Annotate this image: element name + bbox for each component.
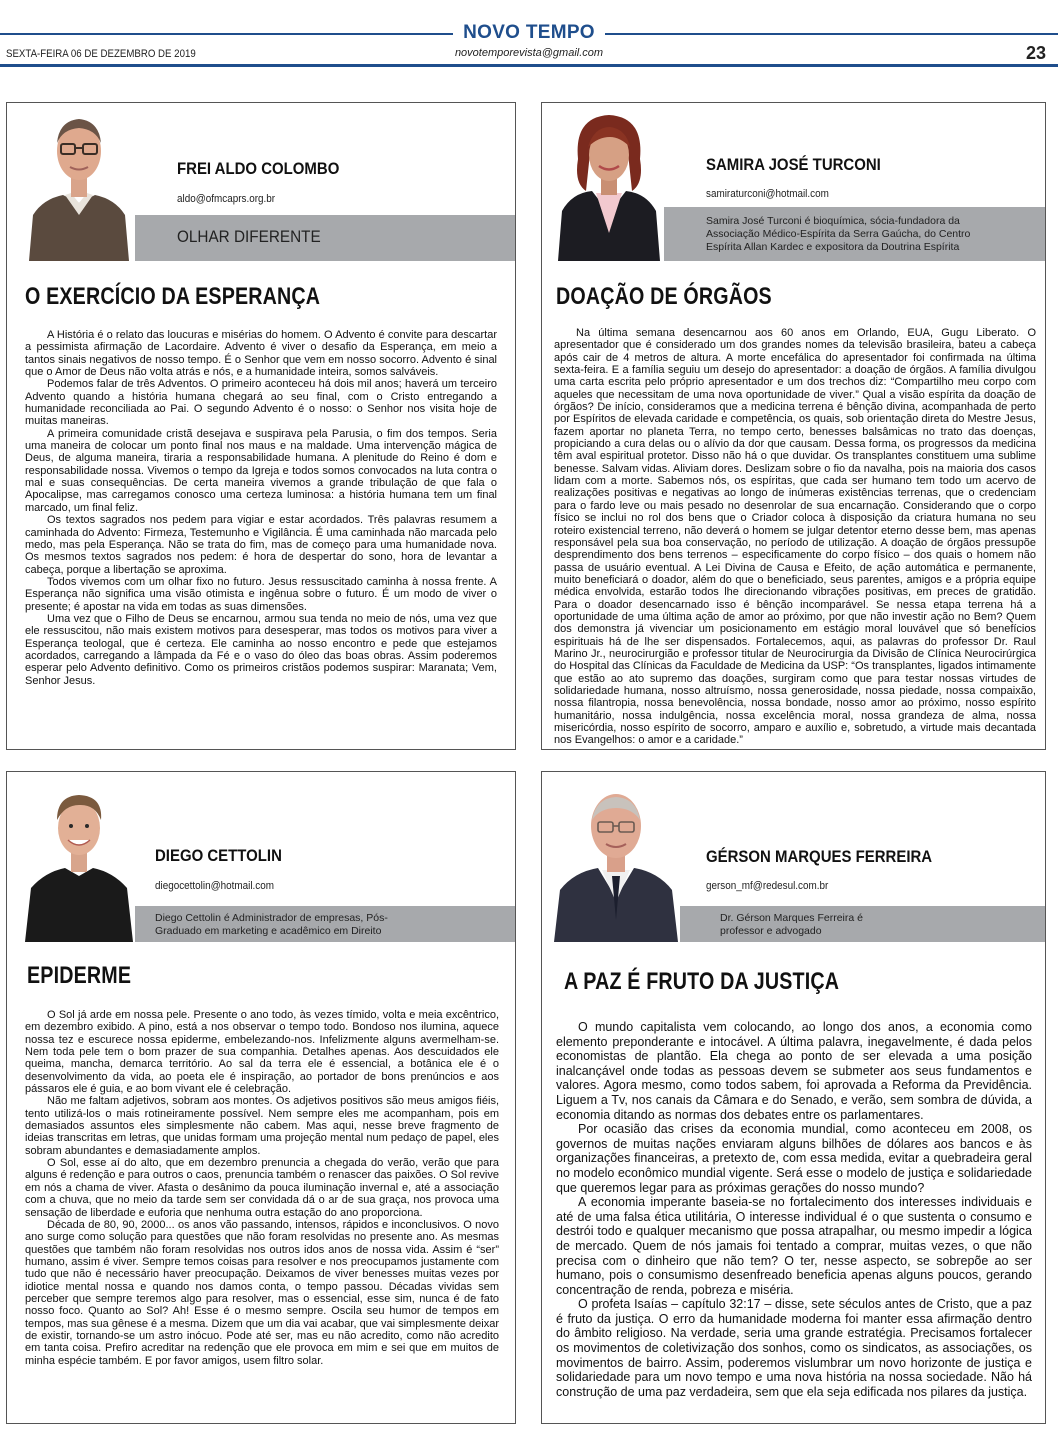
publication-email: novotemporevista@gmail.com — [454, 47, 604, 59]
author-photo — [552, 780, 680, 942]
article-body — [556, 1020, 1032, 1399]
article-box-epiderme — [6, 771, 516, 1424]
article-paragraph: Os textos sagrados nos pedem para vigiar e estar acordados. Três palavras resumem a caminhada do Advento: Firmeza, Testemunho e Vigilância. É uma caminhada não marcada pelo medo, mas pela Esperança. Não se trata do fim, mas de começo para uma humanidade nova. Os mesmos textos sagrados nos pedem: é hora de despertar do sono, hora de levantar a cabeça, porque a libertação se aproxima. — [25, 514, 497, 576]
author-name: FREI ALDO COLOMBO — [177, 159, 340, 178]
article-paragraph: O Sol, esse aí do alto, que em dezembro prenuncia a chegada do verão, verão que para alguns é redenção e para outros o caos, prenuncia também o renascer das paixões. O Sol revive em nós a chama de viver. Afasta o desânimo da pouca iluminação invernal e, até a associação com a chuva, que no meio da tarde sem ser convidada dá o ar de sua graça, nos provoca uma sensação de liberdade e euforia que nenhuma outra estação do ano proporciona. — [25, 1157, 499, 1219]
author-email: samiraturconi@hotmail.com — [706, 188, 829, 200]
article-body — [25, 329, 497, 687]
article-headline: EPIDERME — [27, 962, 132, 989]
article-paragraph: Na última semana desencarnou aos 60 anos em Orlando, EUA, Gugu Liberato. O apresentador que é considerado um dos grandes nomes da televisão brasileira, bateu a cabeça após cair de 4 metros de altura. A morte encefálica do apresentador foi confirmada na última sexta-feira. E a família seguiu um desejo do apresentador: a doação de órgãos. A família divulgou uma carta escrita pelo próprio apresentador e um dos trechos diz: “Compartilho meu corpo com aqueles que necessitam de uma nova oportunidade de viver.” Qual a visão espírita da doação de órgãos? De início, consideramos que a medicina terrena é bênção divina, acompanhada de perto por Espíritos de elevada caridade e competência, os quais, sob orientação direta do Mestre Jesus, fazem aportar no planeta Terra, no tempo certo, benesses balsâmicas no trato das doenças, propiciando a cura delas ou o alívio da dor que causam. Dessa forma, os progressos da medicina têm aval espiritual protetor. Disso não há o que duvidar. Os transplantes constituem uma sublime benesse. Salvam vidas. Aliviam dores. Deslizam sobre o fio da navalha, pois na maioria dos casos lidam com a morte. Sabemos nós, os espíritas, que cada ser humano tem todo um acervo de realizações positivas e negativas ao longo de inúmeras existências terrenas, que o credenciam para o fardo leve ou mais pesado no desenrolar de sua encarnação. Considerando que o corpo físico se inclui no rol dos bens que o Criador coloca à disposição da criatura humana no seu roteiro existencial terreno, não deverá o homem se julgar detentor eterno desse bem, mas apenas responsável pela sua boa conservação, no período de utilização. A doação de órgãos pressupõe desprendimento dos bens terrenos – especificamente do corpo físico – dos quais o homem não passa de usuário eventual. A Lei Divina de Causa e Efeito, de ação automática e permanente, muito beneficiará o doador, além do que o beneficiado, seus parentes, amigos e a própria equipe médica envolvida, estarão todos lhe direcionando vibrações positivas, em preces de gratidão. Para o doador desencarnado isso é bênção incomparável. Se nessa etapa terrena há a oportunidade de uma última ação de amor ao próximo, por que não investir ação no Bem? Quem dos demonstra já vivenciar um posicionamento em estágio moral louvável que só benefícios espirituais há de lhe ser dispensados. Fortalecemos, aqui, as palavras do professor Dr. Raul Marino Jr., neurocirurgião e professor titular de Neurocirurgia da Divisão de Clínica Neurocirúrgica do Hospital das Clínicas da Faculdade de Medicina da USP: “Os transplantes, ligados intimamente que estão ao ato supremo das doações, surgiram como que para testar nossas virtudes de solidariedade humana, nosso altruísmo, nossa generosidade, nossa piedade, nossa compaixão, nossa filantropia, nossa benevolência, nossa bondade, nosso amor ao próximo, nosso espírito humanitário, nossa indulgência, nossa excelência moral, nossa grandeza de alma, nossa misericórdia, nosso espírito de socorro, amparo e auxílio e, sobretudo, a virtude mais decantada nos Evangelhos: o amor e a caridade.” — [554, 327, 1036, 747]
page-number: 23 — [1025, 43, 1046, 63]
article-paragraph: Todos vivemos com um olhar fixo no futuro. Jesus ressuscitado caminha à nossa frente. A Esperança não significa uma visão otimista e ingênua sobre o futuro. É um modo de viver o presente; é apostar na vida em todas as suas dimensões. — [25, 575, 497, 613]
author-bio: Diego Cettolin é Administrador de empresas, Pós-Graduado em marketing e acadêmico em Direito — [155, 912, 388, 937]
issue-date: SEXTA-FEIRA 06 DE DEZEMBRO DE 2019 — [6, 48, 196, 60]
article-paragraph: Por ocasião das crises da economia mundial, como aconteceu em 2008, os governos de muitas nações enviaram alguns bilhões de dólares aos bancos e às organizações financeiras, a pretexto de, com essa medida, evitar a quebradeira geral no modelo econômico mundial vigente. Será esse o modelo de justiça e solidariedade que queremos legar para as próximas gerações do nosso mundo? — [556, 1122, 1032, 1195]
author-photo — [554, 103, 664, 261]
author-name: SAMIRA JOSÉ TURCONI — [706, 155, 881, 174]
author-bio: Dr. Gérson Marques Ferreira é professor e advogado — [720, 912, 863, 937]
column-name: OLHAR DIFERENTE — [177, 227, 321, 246]
article-paragraph: A economia imperante baseia-se no fortalecimento dos interesses individuais e até de uma falsa ética utilitária, O interesse individual é o que sustenta o consumo e destrói todo e qualquer mecanismo que possa atrapalhar, ou mesmo impedir a lógica de mercado. Quem de nós jamais foi tentado a comprar, muitas vezes, o que não precisa com o dinheiro que não tem? O ter, nesse aspecto, se sobrepõe ao ser humano, pois o consumismo desenfreado beneficia apenas alguns poucos, gerando concentração de renda, pobreza e miséria. — [556, 1195, 1032, 1297]
author-bio: Samira José Turconi é bioquímica, sócia-fundadora da Associação Médico-Espírita da Serra Gaúcha, do Centro Espírita Allan Kardec e expositora da Doutrina Espírita — [706, 215, 971, 253]
article-paragraph: A História é o relato das loucuras e misérias do homem. O Advento é convite para descartar a pessimista afirmação de Lacordaire. Advento é viver o desafio da Esperança, em meio a tantos sinais negativos de nosso tempo. É o Senhor que vem em nosso socorro. Advento é sinal que o Amor de Deus não volta atrás e nós, e a humanidade inteira, somos salváveis. — [25, 329, 497, 379]
article-paragraph: O mundo capitalista vem colocando, ao longo dos anos, a economia como elemento preponderante e intocável. A última palavra, inegavelmente, é dada pelos economistas de plantão. Ela chega ao ponto de ser elevada a uma posição inalcançável onde todas as pessoas devem se submeter aos seus fundamentos e valores. Agora mesmo, como todos sabem, foi aprovada a Reforma da Previdência. Liguem a Tv, nos canais da Câmara e do Senado, e verão, sem sombra de dúvida, a economia ditando as normas dos debates entre os parlamentares. — [556, 1020, 1032, 1122]
author-email: aldo@ofmcaprs.org.br — [177, 193, 276, 205]
author-email: diegocettolin@hotmail.com — [155, 880, 275, 892]
author-name: DIEGO CETTOLIN — [155, 846, 282, 865]
author-photo — [23, 103, 135, 261]
publication-name: NOVO TEMPO — [0, 22, 1058, 44]
article-paragraph: Podemos falar de três Adventos. O primeiro aconteceu há dois mil anos; haverá um terceiro Advento quando a história humana chegará ao seu final, com o Cristo entregando a humanidade reconciliada ao Pai. O segundo Advento é o nosso: o Senhor nos visita hoje de muitas maneiras. — [25, 378, 497, 428]
article-paragraph: Não me faltam adjetivos, sobram aos montes. Os adjetivos positivos são meus amigos fiéis, tento utilizá-los o mais rotineiramente possível. Nem sempre eles me acompanham, pois em demasiados assuntos eles simplesmente não cabem. Mas aqui, nesse breve fragmento de ideias transcritas em letras, que unidas formam uma projeção mental num pedaço de papel, eles sobram abundantes e demasiadamente amplos. — [25, 1095, 499, 1157]
article-paragraph: Uma vez que o Filho de Deus se encarnou, armou sua tenda no meio de nós, uma vez que ele ressuscitou, não mais existem motivos para desesperar, mas todos os motivos para viver a Esperança teologal, que é certeza. Ele caminha ao nosso encontro e pede que estejamos acordados, carregando a lâmpada da Fé e o vaso do óleo das boas obras. Assim poderemos esperar pelo Advento definitivo. Como os primeiros cristãos podemos suspirar: Maranata; Vem, Senhor Jesus. — [25, 612, 497, 687]
article-paragraph: O Sol já arde em nossa pele. Presente o ano todo, às vezes tímido, volta e meia excêntrico, em dezembro exibido. A pino, está a nos observar o tempo todo. Bondoso nos ilumina, aquece nossa tez e escurece nossa epiderme, embelezando-nos. Infelizmente alguns avermelham-se. Nem toda pele tem o bom prazer de sua companhia. Detalhes apenas. Aos descuidados ele queima, mancha, demarca território. Ao sal da terra ele é essencial, a botânica ele é o desenvolvimento da vida, ao poeta ele é inspiração, ao portador de bons prenúncios e aos pássaros ele é guia, e ao bom vivant ele é celebração. — [25, 1009, 499, 1096]
article-body — [25, 1009, 499, 1367]
article-paragraph: A primeira comunidade cristã desejava e suspirava pela Parusia, o fim dos tempos. Seria uma maneira de colocar um ponto final nos maus e na maldade. Uma intervenção mágica de Deus, de alguma maneira, tiraria a responsabilidade humana. A plenitude do Reino é dom e responsabilidade nossa. Vivemos o tempo da Igreja e todos somos convocados na luta contra o mal e suas consequências. De certa maneira vivemos a grande tribulação de que fala o Apocalipse, mas carregamos conosco uma certeza luminosa: a história humana tem um final marcado, um final feliz. — [25, 427, 497, 514]
article-box-olhar-diferente — [6, 102, 516, 750]
article-headline: DOAÇÃO DE ÓRGÃOS — [556, 283, 772, 310]
masthead-rule-bottom — [0, 64, 1058, 67]
author-photo — [23, 782, 135, 942]
article-paragraph: Década de 80, 90, 2000... os anos vão passando, intensos, rápidos e inconclusivos. O novo ano surge como solução para questões que não foram resolvidas no presente ano. As mesmas questões que também não foram resolvidas nos outros idos anos de nossa vida. Assim é “ser” humano, assim é viver. Sempre temos coisas para resolver e nos preocupamos justamente com tudo que não é necessário haver preocupação. Deixamos de viver benesses muitas vezes por idiotice mental nossa e quando nos damos conta, o tempo passou. Décadas vividas sem perceber que sempre teremos algo para resolver, mas o essencial, esse sim, nunca é de fato nosso foco. Quanto ao Sol? Ah! Esse é o mesmo sempre. Oscila seu humor de tempos em tempos, mas sua gênese é a mesma. Dizem que um dia vai acabar, que vai simplesmente deixar de existir, tornando-se um astro inócuo. Pode até ser, mas eu não acredito, como não acredito em tanta coisa. Prefiro acreditar na redenção que ele provoca em mim e sei que em muitos de minha espécie também. E por favor amigos, usem filtro solar. — [25, 1218, 499, 1367]
article-body — [554, 327, 1036, 747]
article-paragraph: O profeta Isaías – capítulo 32:17 – disse, sete séculos antes de Cristo, que a paz é fruto da justiça. O erro da humanidade moderna foi manter essa afirmação dentro do âmbito religioso. Na verdade, seria uma grande estratégia. Precisamos fortalecer os movimentos de coletivização dos sonhos, como os sindicatos, as associações, os movimentos de bairro. Assim, poderemos vislumbrar um novo horizonte de justiça e solidariedade para um novo tempo e uma nova história na nossa sociedade. Não há construção de uma paz verdadeira, sem que ela seja edificada nos pilares da justiça. — [556, 1297, 1032, 1399]
article-box-a-paz-e-fruto-da-justica — [541, 771, 1046, 1424]
article-headline: A PAZ É FRUTO DA JUSTIÇA — [564, 968, 840, 995]
article-box-doacao-de-orgaos — [541, 102, 1046, 750]
article-headline: O EXERCÍCIO DA ESPERANÇA — [25, 283, 321, 310]
author-email: gerson_mf@redesul.com.br — [706, 880, 829, 892]
author-name: GÉRSON MARQUES FERREIRA — [706, 847, 933, 866]
